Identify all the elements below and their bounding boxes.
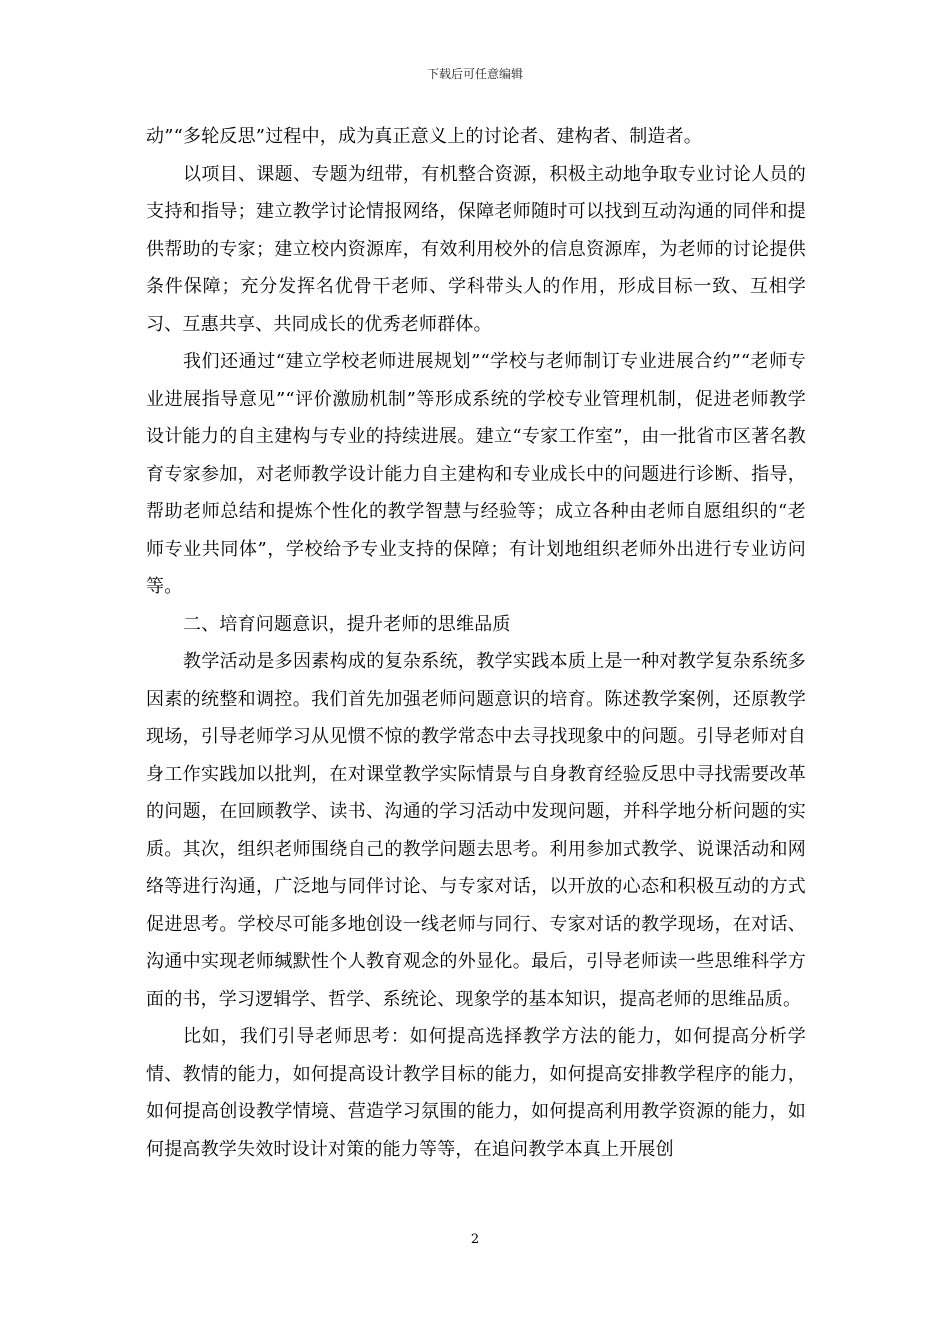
document-body: [146, 118, 806, 1168]
page-header: 下载后可任意编辑: [426, 67, 523, 81]
paragraph-continuation: 动”“多轮反思”过程中，成为真正意义上的讨论者、建构者、制造者。: [146, 126, 703, 147]
paragraph-problem-awareness: 教学活动是多因素构成的复杂系统，教学实践本质上是一种对教学复杂系统多因素的统整和调控。我们首先加强老师问题意识的培育。陈述教学案例，还原教学现场，引导老师学习从见惯不惊的教学常态中去寻找现象中的问题。引导老师对自身工作实践加以批判，在对课堂教学实际情景与自身教育经验反思中寻找需要改革的问题，在回顾教学、读书、沟通的学习活动中发现问题，并科学地分析问题的实质。其次，组织老师围绕自己的教学问题去思考。利用参加式教学、说课活动和网络等进行沟通，广泛地与同伴讨论、与专家对话，以开放的心态和积极互动的方式促进思考。学校尽可能多地创设一线老师与同行、专家对话的教学现场，在对话、沟通中实现老师缄默性个人教育观念的外显化。最后，引导老师读一些思维科学方面的书，学习逻辑学、哲学、系统论、现象学的基本知识，提高老师的思维品质。: [146, 651, 806, 1010]
page-number: 2: [470, 1232, 480, 1247]
paragraph-example: 比如，我们引导老师思考：如何提高选择教学方法的能力，如何提高分析学情、教情的能力，如何提高设计教学目标的能力，如何提高安排教学程序的能力，如何提高创设教学情境、营造学习氛围的能力，如何提高利用教学资源的能力，如何提高教学失效时设计对策的能力等等，在追问教学本真上开展创: [146, 1026, 806, 1160]
section-heading: 二、培育问题意识，提升老师的思维品质: [183, 613, 511, 635]
paragraph-resources: 以项目、课题、专题为纽带，有机整合资源，积极主动地争取专业讨论人员的支持和指导；建立教学讨论情报网络，保障老师随时可以找到互动沟通的同伴和提供帮助的专家；建立校内资源库，有效利用校外的信息资源库，为老师的讨论提供条件保障；充分发挥名优骨干老师、学科带头人的作用，形成目标一致、互相学习、互惠共享、共同成长的优秀老师群体。: [146, 163, 806, 335]
paragraph-mechanism: 我们还通过“建立学校老师进展规划”“学校与老师制订专业进展合约”“老师专业进展指导意见”“评价激励机制”等形成系统的学校专业管理机制，促进老师教学设计能力的自主建构与专业的持续进展。建立“专家工作室”，由一批省市区著名教育专家参加，对老师教学设计能力自主建构和专业成长中的问题进行诊断、指导，帮助老师总结和提炼个性化的教学智慧与经验等；成立各种由老师自愿组织的“老师专业共同体”，学校给予专业支持的保障；有计划地组织老师外出进行专业访问等。: [146, 351, 806, 597]
